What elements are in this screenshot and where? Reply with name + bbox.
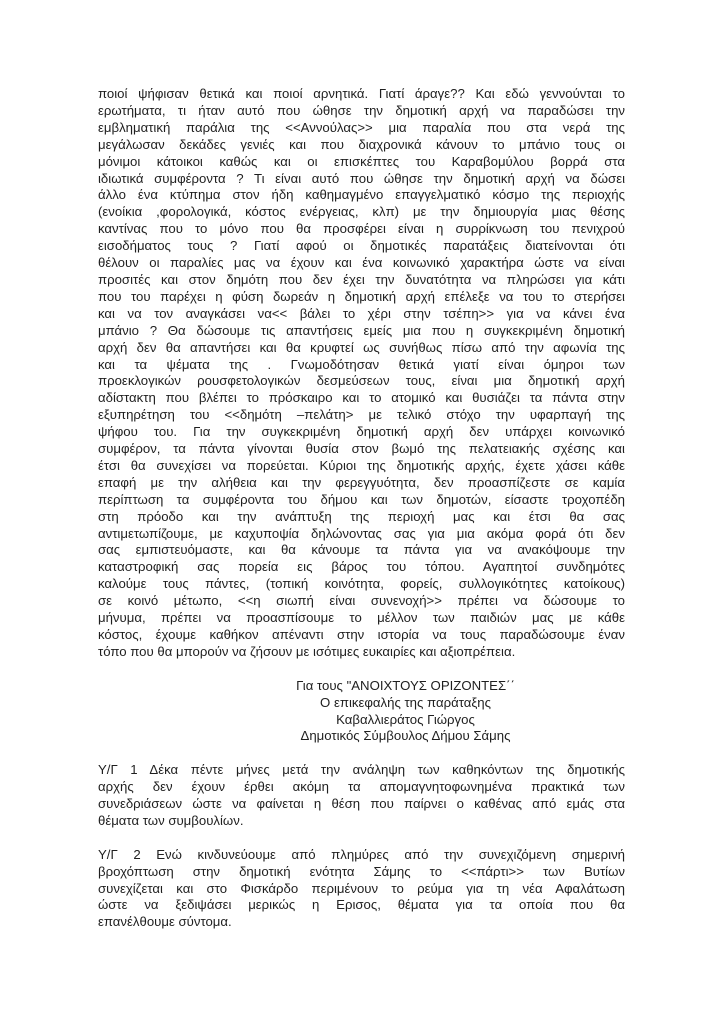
postscript-line: συνεχίζεται και στο Φισκάρδο περιμένουν το ρεύμα για τη νέα Αφαλάτωση [98,880,625,896]
paragraph-line: μόνιμοι κάτοικοι καθώς και οι επισκέπτες του Καραβομύλου βορρά στα [98,153,625,169]
postscript-line: Υ/Γ 2 Ενώ κινδυνεύουμε από πλημύρες από την συνεχιζόμενη σημερινή [98,846,625,862]
paragraph-line: επαφή με την αλήθεια και την φερεγγυότητα, δεν προασπίζεστε σε καμία [98,474,625,490]
paragraph-line: άλλο ένα κτύπημα στον ήδη καθημαγμένο επαγγελματικό κόσμο της περιοχής [98,187,625,203]
paragraph-line: εισοδήματος τους ? Γιατί αφού οι δημοτικές παρατάξεις διατείνονται ότι [98,238,625,254]
paragraph-line: σε κοινό μέτωπο, <<η σιωπή είναι συνενοχή>> πρέπει να δώσουμε το [98,593,625,609]
postscript-line: αρχής δεν έχουν έρθει ακόμη τα απομαγνητοφωνημένα πρακτικά των [98,779,625,795]
paragraph-line: προεκλογικών ρουσφετολογικών δεσμεύσεων τους, είναι μια δημοτική αρχή [98,373,625,389]
paragraph-line: έτσι θα συνεχίσει να πορεύεται. Κύριοι της δημοτικής αρχής, έχετε χάσει κάθε [98,457,625,473]
paragraph-line: κόστος, έχουμε καθήκον απέναντι στην ιστορία να τους παραδώσουμε έναν [98,627,625,642]
paragraph-line: και να τον αναγκάσει να<< βάλει το χέρι στην τσέπη>> για να κάνει ένα [98,305,625,321]
postscript-1 [98,762,625,830]
signature-line-role: Ο επικεφαλής της παράταξης [320,694,491,710]
paragraph-line: καταστροφική σας πορεία εις βάρος του τόπου. Αγαπητοί συνδημότες [98,559,625,575]
paragraph-line: και τα ψέματα της . Γνωμοδότησαν θετικά γιατί είναι όμηροι των [98,356,625,372]
paragraph-line: μήνυμα, πρέπει να προασπίσουμε το μέλλον των παιδιών μας με κάθε [98,610,625,626]
text-column [98,86,625,931]
signature-line-party: Για τους "ΑΝΟΙΧΤΟΥΣ ΟΡΙΖΟΝΤΕΣ΄΄ [296,677,515,693]
paragraph-line: θέλουν οι παραλίες μας να έχουν και ένα κοινωνικό χαρακτήρα ώστε να είναι [98,255,625,271]
main-paragraph [98,86,625,661]
paragraph-line: που του παρέχει η φύση δωρεάν η δημοτική αρχή επέλεξε να του το στερήσει [98,288,625,304]
paragraph-line: στη πρόοδο και την ανάπτυξη της περιοχή μας και έτσι θα σας [98,508,625,524]
paragraph-line: ψήφου του. Για την συγκεκριμένη δημοτική αρχή δεν υπάρχει κοινωνικό [98,424,625,440]
paragraph-line: ερωτήματα, τι ήταν αυτό που ώθησε την δημοτική αρχή να παραδώσει την [98,102,625,118]
paragraph-line: αρχή δεν θα απαντήσει και θα κρυφτεί ως συνήθως πίσω από την αφωνία της [98,339,625,355]
paragraph-line: μεγάλωσαν δεκάδες γενιές και που διαχρονικά κάνουν το μπάνιο τους οι [98,136,625,152]
signature-line-name: Καβαλλιεράτος Γιώργος [336,711,475,727]
paragraph-line: περίπτωση τα συμφέροντα του δήμου και των δημοτών, είσαστε τροχοπέδη [98,491,625,507]
paragraph-line: συμφέρον, τα πάντα γίνονται θυσία στον βωμό της πελατειακής σχέσης και [98,441,625,457]
postscript-line: επανέλθουμε σύντομα. [98,914,232,930]
paragraph-line: προσιτές και στον δημότη που δεν έχει την δυνατότητα να πληρώσει για κάτι [98,271,625,287]
paragraph-line: ποιοί ψήφισαν θετικά και ποιοί αρνητικά. Γιατί άραγε?? Και εδώ γεννούνται το [98,86,625,101]
paragraph-line: εμβληματική παράλια της <<Αννούλας>> μια παραλία που στα νερά της [98,119,625,135]
signature-line-title: Δημοτικός Σύμβουλος Δήμου Σάμης [300,728,511,744]
paragraph-line: καλούμε τους πάντες, (τοπική κοινότητα, φορείς, συλλογικότητες κατοίκους) [98,576,625,592]
postscript-line: Υ/Γ 1 Δέκα πέντε μήνες μετά την ανάληψη των καθηκόντων της δημοτικής [98,762,625,778]
paragraph-line: αδίστακτη που βλέπει το πρόσκαιρο και το ατομικό και θυσιάζει τα πάντα στην [98,390,625,406]
postscript-line: βροχόπτωση στην δημοτική ενότητα Σάμης το <<πάρτι>> των Βυτίων [98,863,625,879]
paragraph-line: μπάνιο ? Θα δώσουμε τις απαντήσεις εμείς μια που η συγκεκριμένη δημοτική [98,322,625,338]
paragraph-line: σας εμπιστευόμαστε, και θα κάνουμε τα πάντα για να ανακόψουμε την [98,542,625,558]
paragraph-line: εξυπηρέτηση του <<δημότη –πελάτη> με τελικό στόχο την υφαρπαγή της [98,407,625,423]
paragraph-line: αντιμετωπίζουμε, με καχυποψία δηλώνοντας σας για μια ακόμα φορά ότι δεν [98,525,625,541]
paragraph-line: ιδιωτικά συμφέροντα ? Τι είναι αυτό που ώθησε την δημοτική αρχή να δώσει [98,170,625,186]
signature-block [186,678,625,746]
postscript-2 [98,847,625,932]
postscript-line: θέματα των συμβουλίων. [98,812,244,828]
postscript-line: συνεδριάσεων ώστε να φαίνεται η θέση που παίρνει ο καθένας από εμάς στα [98,796,625,812]
paragraph-line: καντίνας που το μόνο που θα προσφέρει είναι η συρρίκνωση του πενιχρού [98,221,625,237]
paragraph-line: (ενοίκια ,φορολογικά, κόστος ενέργειας, κλπ) με την δημιουργία μιας θέσης [98,204,625,220]
paragraph-line: τόπο που θα μπορούν να ζήσουν με ισότιμες ευκαιρίες και αξιοπρέπεια. [98,643,516,659]
postscript-line: ώστε να ξεδιψάσει μερικώς η Ερισος, θέματα για τα οποία που θα [98,897,625,913]
